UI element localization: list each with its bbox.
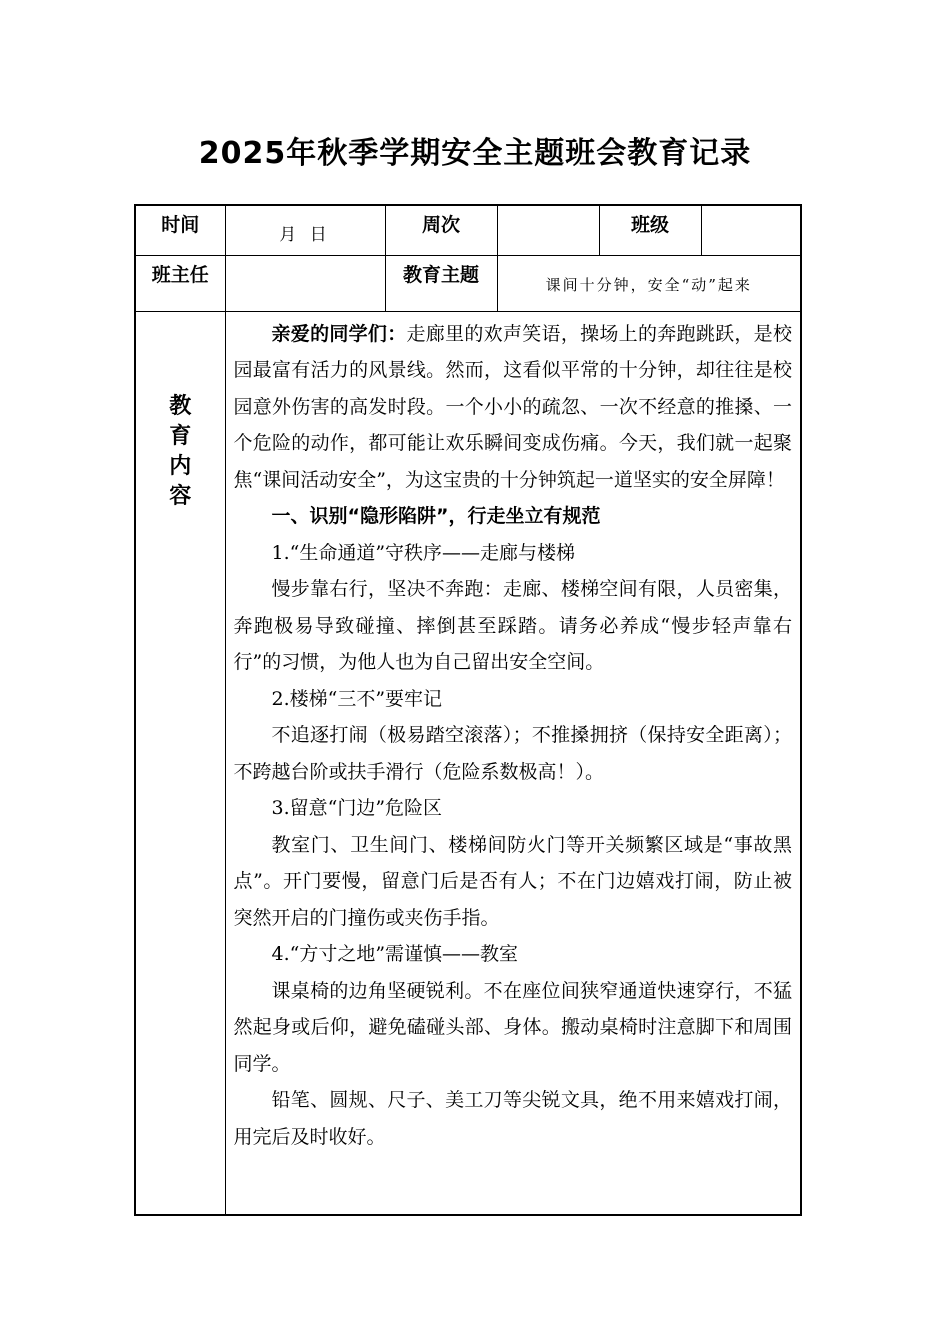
- teacher-value: [225, 255, 385, 311]
- theme-value: 课间十分钟，安全“动”起来: [497, 255, 801, 311]
- content-body: [234, 316, 793, 1214]
- class-label: 班级: [599, 205, 701, 255]
- page-title: 2025年秋季学期安全主题班会教育记录: [198, 136, 752, 171]
- paragraph-2: 不追逐打闹（极易踏空滚落）；不推搡拥挤（保持安全距离）；不跨越台阶或扶手滑行（危险系数极高！）。: [233, 724, 792, 783]
- paragraph-1: 慢步靠右行，坚决不奔跑：走廊、楼梯空间有限，人员密集，奔跑极易导致碰撞、摔倒甚至踩踏。请务必养成“慢步轻声靠右行”的习惯，为他人也为自己留出安全空间。: [233, 578, 792, 673]
- paragraph-4: 课桌椅的边角坚硬锐利。不在座位间狭窄通道快速穿行，不猛然起身或后仰，避免磕碰头部、身体。搬动桌椅时注意脚下和周围同学。: [233, 979, 792, 1075]
- subheading-3: 3.留意“门边”危险区: [271, 797, 443, 819]
- theme-label: 教育主题: [385, 255, 497, 311]
- table-row: [135, 205, 801, 255]
- section-heading: 一、识别“隐形陷阱”，行走坐立有规范: [271, 505, 601, 527]
- time-value: 月 日: [225, 205, 385, 255]
- intro-text: 走廊里的欢声笑语，操场上的奔跑跳跃，是校园最富有活力的风景线。然而，这看似平常的十分钟，却往往是校园意外伤害的高发时段。一个小小的疏忽、一次不经意的推搡、一个危险的动作，都可能让欢乐瞬间变成伤痛。今天，我们就一起聚焦“课间活动安全”，为这宝贵的十分钟筑起一道坚实的安全屏障！: [233, 322, 792, 491]
- table-row: [135, 311, 801, 1215]
- table-row: [135, 255, 801, 311]
- paragraph-3: 教室门、卫生间门、楼梯间防火门等开关频繁区域是“事故黑点”。开门要慢，留意门后是否有人；不在门边嬉戏打闹，防止被突然开启的门撞伤或夹伤手指。: [233, 833, 792, 929]
- time-label: 时间: [135, 205, 225, 255]
- content-label: 教育内容: [169, 393, 192, 509]
- subheading-2: 2.楼梯“三不”要牢记: [271, 687, 443, 710]
- record-table: [134, 204, 802, 1216]
- intro-paragraph: [234, 316, 793, 499]
- class-value: [701, 205, 801, 255]
- week-label: 周次: [385, 205, 497, 255]
- paragraph-5: 铅笔、圆规、尺子、美工刀等尖锐文具，绝不用来嬉戏打闹，用完后及时收好。: [233, 1089, 792, 1148]
- subheading-1: 1.“生命通道”守秩序——走廊与楼梯: [271, 541, 576, 564]
- content-cell: [225, 311, 801, 1215]
- content-label-cell: [135, 311, 225, 1215]
- subheading-4: 4.“方寸之地”需谨慎——教室: [271, 943, 519, 965]
- week-value: [497, 205, 599, 255]
- teacher-label: 班主任: [135, 255, 225, 311]
- greeting: 亲爱的同学们：: [271, 322, 407, 345]
